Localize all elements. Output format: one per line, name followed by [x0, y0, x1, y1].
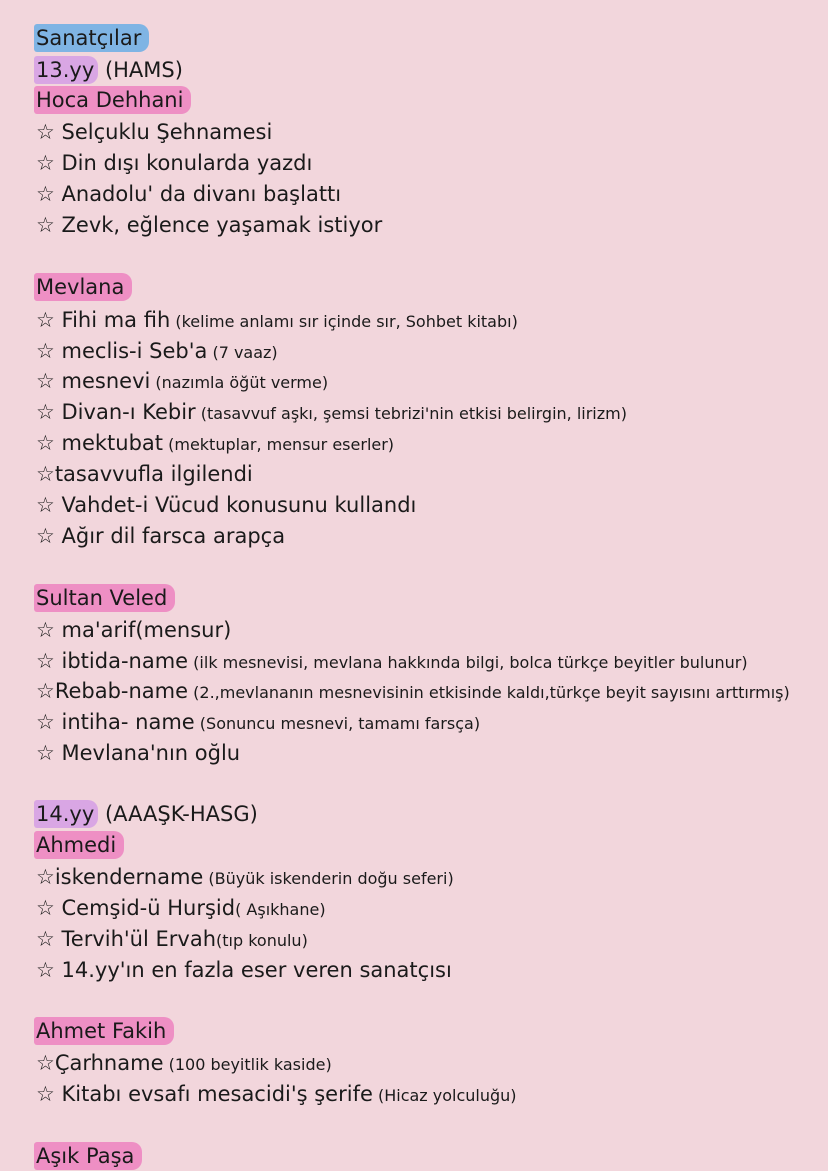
work-note: (kelime anlamı sır içinde sır, Sohbet kitabı) — [170, 312, 518, 331]
star-outline-icon: ☆ — [36, 896, 55, 920]
list-item — [36, 460, 253, 488]
work-title: Kitabı evsafı mesacidi'ş şerife — [61, 1082, 373, 1106]
work-note: (nazımla öğüt verme) — [150, 373, 329, 392]
author-heading-sultan-veled — [36, 584, 175, 612]
work-title: Divan-ı Kebir — [61, 400, 196, 424]
century-heading-14 — [36, 800, 258, 828]
work-title: Cemşid-ü Hurşid — [61, 896, 236, 920]
list-item — [36, 211, 382, 239]
work-note: (Sonuncu mesnevi, tamamı farsça) — [194, 714, 481, 733]
star-outline-icon: ☆ — [36, 339, 55, 363]
star-outline-icon: ☆ — [36, 151, 55, 175]
list-item — [36, 1080, 517, 1110]
work-title: mektubat — [61, 431, 164, 455]
work-note: (Büyük iskenderin doğu seferi) — [203, 869, 454, 888]
star-outline-icon: ☆ — [36, 865, 55, 889]
work-title: mesnevi — [61, 369, 151, 393]
list-item — [36, 956, 452, 984]
work-title: intiha- name — [61, 710, 195, 734]
list-item — [36, 367, 328, 397]
century-heading-13 — [36, 56, 183, 84]
century-label: 14.yy — [34, 800, 98, 828]
star-outline-icon: ☆ — [36, 1082, 55, 1106]
star-outline-icon: ☆ — [36, 182, 55, 206]
star-outline-icon: ☆ — [36, 400, 55, 424]
list-item — [36, 863, 454, 893]
author-name: Aşık Paşa — [34, 1142, 142, 1170]
item-text: Selçuklu Şehnamesi — [61, 120, 273, 144]
work-title: Rebab-name — [54, 679, 189, 703]
work-note: (2.,mevlananın mesnevisinin etkisinde kaldı,türkçe beyit sayısını arttırmış) — [188, 683, 790, 702]
star-outline-icon: ☆ — [36, 1051, 55, 1075]
author-name: Ahmedi — [34, 831, 124, 859]
list-item — [36, 522, 285, 550]
list-item — [36, 149, 312, 177]
work-title: tasavvufla ilgilendi — [54, 462, 253, 486]
star-outline-icon: ☆ — [36, 958, 55, 982]
star-outline-icon: ☆ — [36, 493, 55, 517]
page-title-text: Sanatçılar — [34, 24, 149, 52]
author-heading-ahmet-fakih — [36, 1017, 174, 1045]
list-item — [36, 894, 326, 924]
author-name: Sultan Veled — [34, 584, 175, 612]
list-item — [36, 429, 394, 459]
list-item — [36, 739, 240, 767]
work-title: Çarhname — [54, 1051, 164, 1075]
list-item — [36, 337, 278, 367]
work-note: ( Aşıkhane) — [235, 900, 326, 919]
star-outline-icon: ☆ — [36, 462, 55, 486]
work-title: meclis-i Seb'a — [61, 339, 208, 363]
work-note: (tasavvuf aşkı, şemsi tebrizi'nin etkisi belirgin, lirizm) — [195, 404, 627, 423]
item-text: Anadolu' da divanı başlattı — [61, 182, 342, 206]
star-outline-icon: ☆ — [36, 431, 55, 455]
star-outline-icon: ☆ — [36, 308, 55, 332]
star-outline-icon: ☆ — [36, 679, 55, 703]
work-title: Mevlana'nın oğlu — [61, 741, 241, 765]
work-title: iskendername — [54, 865, 204, 889]
author-name: Mevlana — [34, 273, 132, 301]
star-outline-icon: ☆ — [36, 927, 55, 951]
work-note: (7 vaaz) — [207, 343, 278, 362]
list-item — [36, 180, 341, 208]
star-outline-icon: ☆ — [36, 524, 55, 548]
century-mnemonic: (AAAŞK-HASG) — [98, 802, 258, 826]
star-outline-icon: ☆ — [36, 618, 55, 642]
author-name: Hoca Dehhani — [34, 86, 191, 114]
star-outline-icon: ☆ — [36, 120, 55, 144]
list-item — [36, 306, 518, 336]
page-title — [36, 24, 149, 52]
work-note: (Hicaz yolculuğu) — [372, 1086, 517, 1105]
item-text: Zevk, eğlence yaşamak istiyor — [61, 213, 383, 237]
list-item — [36, 491, 416, 519]
list-item — [36, 925, 308, 955]
work-note: (ilk mesnevisi, mevlana hakkında bilgi, bolca türkçe beyitler bulunur) — [188, 653, 748, 672]
century-label: 13.yy — [34, 56, 98, 84]
list-item — [36, 647, 748, 677]
work-note: (100 beyitlik kaside) — [163, 1055, 332, 1074]
work-title: Fihi ma fih — [61, 308, 171, 332]
work-title: 14.yy'ın en fazla eser veren sanatçısı — [61, 958, 452, 982]
work-title: ibtida-name — [61, 649, 189, 673]
century-mnemonic: (HAMS) — [98, 58, 183, 82]
list-item — [36, 398, 627, 428]
list-item — [36, 708, 480, 738]
item-text: Din dışı konularda yazdı — [61, 151, 313, 175]
star-outline-icon: ☆ — [36, 710, 55, 734]
author-heading-asik-pasa — [36, 1142, 142, 1170]
work-title: ma'arif(mensur) — [61, 618, 232, 642]
work-note: (mektuplar, mensur eserler) — [163, 435, 395, 454]
list-item — [36, 1049, 332, 1079]
author-heading-dehhani — [36, 86, 191, 114]
star-outline-icon: ☆ — [36, 741, 55, 765]
author-name: Ahmet Fakih — [34, 1017, 174, 1045]
author-heading-mevlana — [36, 273, 132, 301]
list-item — [36, 677, 790, 707]
work-title: Vahdet-i Vücud konusunu kullandı — [61, 493, 417, 517]
work-title: Tervih'ül Ervah — [61, 927, 217, 951]
star-outline-icon: ☆ — [36, 649, 55, 673]
star-outline-icon: ☆ — [36, 369, 55, 393]
list-item — [36, 118, 272, 146]
work-title: Ağır dil farsca arapça — [61, 524, 286, 548]
work-note: (tıp konulu) — [216, 931, 308, 950]
list-item — [36, 616, 231, 644]
star-outline-icon: ☆ — [36, 213, 55, 237]
author-heading-ahmedi — [36, 831, 124, 859]
